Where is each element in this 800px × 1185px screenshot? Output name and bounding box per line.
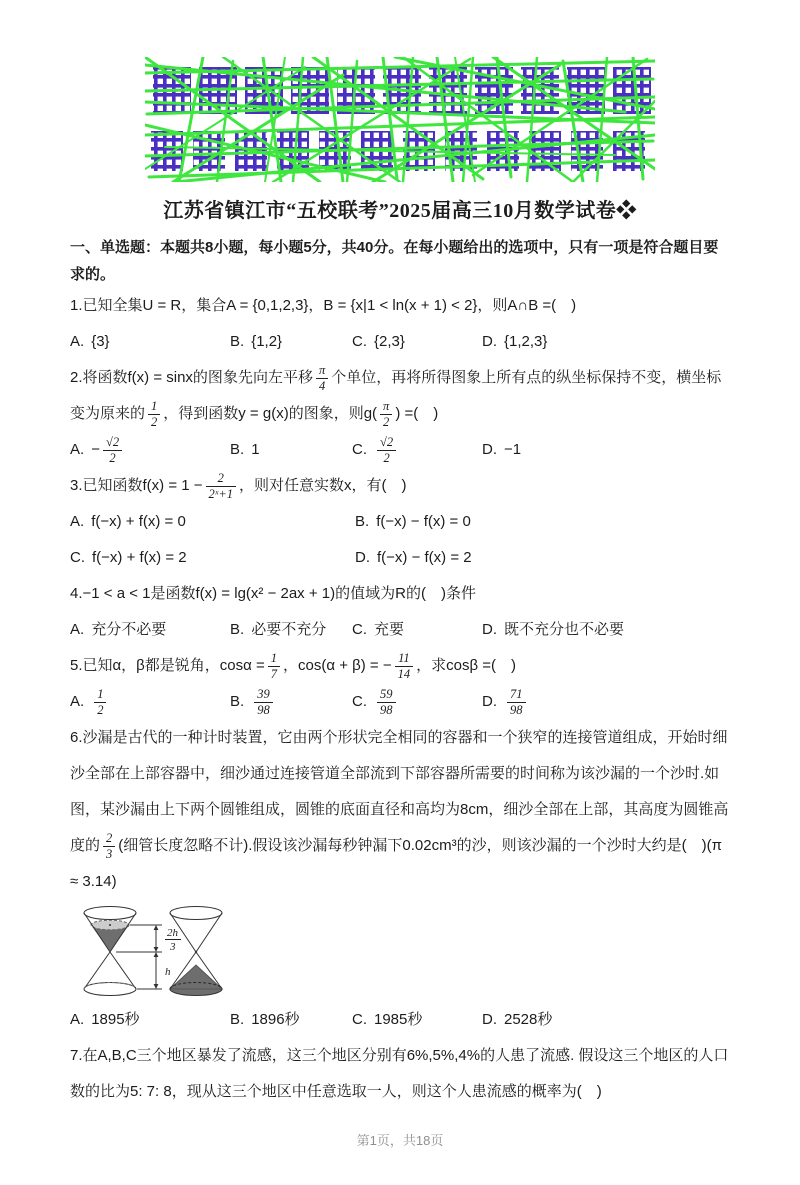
exam-body [0, 234, 800, 1149]
option-d: D. $\frac{71}{98}$ [482, 684, 730, 720]
hourglass-left [84, 907, 136, 996]
question-4-stem: 4.−1 < a < 1是函数f(x) = lg(x² − 2ax + 1)的值域为R的( )条件 [70, 585, 476, 602]
fraction-11-over-14: $\frac{11}{14}$ [395, 651, 414, 682]
section-heading: 一、单选题：本题共8小题，每小题5分，共40分。在每小题给出的选项中，只有一项是符合题目要求的。 [70, 239, 719, 283]
question-1-stem: 1.已知全集U = R，集合A = {0,1,2,3}，B = {x|1 < ln(x + 1) < 2}，则A∩B =( ) [70, 297, 577, 314]
dimension-arrows [116, 925, 162, 989]
question-5-options [70, 684, 730, 720]
option-a: A. f(−x) + f(x) = 0 [70, 513, 186, 530]
hourglass-figure [70, 902, 730, 1002]
question-3-stem: 3.已知函数f(x) = 1 − $\frac{2}{\text{2ˣ+1}}$ ，则对任意实数x，有( ) [70, 470, 407, 501]
option-a: A. {3} [70, 333, 110, 350]
option-d: D. 既不充分也不必要 [482, 621, 625, 638]
option-d: D. f(−x) − f(x) = 2 [355, 549, 472, 566]
fraction-sqrt2-over-2: $\frac{√2}{2}$ [103, 435, 122, 466]
option-b: B. {1,2} [230, 333, 283, 350]
fraction-pi-over-4: $\frac{\pi}{4}$ [316, 363, 328, 394]
svg-text:3: 3 [170, 941, 176, 953]
option-d: D. −1 [482, 441, 522, 458]
fraction-39-over-98: $\frac{39}{98}$ [254, 687, 273, 718]
question-2-options [70, 432, 730, 468]
option-c: C. $\frac{59}{98}$ [352, 684, 482, 720]
fraction-sqrt2-over-2: $\frac{√2}{2}$ [377, 435, 396, 466]
question-7-stem: 7.在A,B,C三个地区暴发了流感，这三个地区分别有6%,5%,4%的人患了流感. 假设这三个地区的人口数的比为5: 7: 8，现从这三个地区中任意选取一人，则这个人患流感的概率为( ) [70, 1047, 729, 1100]
option-c: C. {2,3} [352, 333, 405, 350]
question-1-options [70, 324, 730, 360]
option-b: B. 1896秒 [230, 1011, 300, 1028]
option-b: B. $\frac{39}{98}$ [230, 684, 352, 720]
option-b: B. f(−x) − f(x) = 0 [355, 513, 471, 530]
fraction-59-over-98: $\frac{59}{98}$ [377, 687, 396, 718]
question-2-stem: 2.将函数f(x) = sinx的图象先向左平移 $\frac{\pi}{4}$ 个单位，再将所得图象上所有点的纵坐标保持不变，横坐标变为原来的 $\frac{1}{2}$ ，得到函数y = g(x)的图象，则g( $\frac{\pi}{2}$ ) =( ) [70, 362, 722, 429]
option-c: C. 1985秒 [352, 1011, 423, 1028]
question-6-options [70, 1002, 730, 1038]
question-5-stem: 5.已知α，β都是锐角，cosα = $\frac{1}{7}$ ，cos(α + β) = − $\frac{11}{14}$ ，求cosβ =( ) [70, 650, 516, 681]
question-3-options [70, 504, 730, 576]
question-6-stem: 6.沙漏是古代的一种计时装置，它由两个形状完全相同的容器和一个狭窄的连接管道组成，开始时细沙全部在上部容器中，细沙通过连接管道全部流到下部容器所需要的时间称为该沙漏的一个沙时.如图，某沙漏由上下两个圆锥组成，圆锥的底面直径和高均为8cm，细沙全部在上部，其高度为圆锥高度的 $\frac{2}{3}$ (细管长度忽略不计).假设该沙漏每秒钟漏下0.02cm³的沙，则该沙漏的一个沙时大约是( )(π ≈ 3.14) [70, 729, 729, 890]
option-a: A. − $\frac{√2}{2}$ [70, 432, 230, 468]
option-b: B. 必要不充分 [230, 621, 327, 638]
dimension-labels [165, 927, 181, 978]
svg-text:h: h [165, 966, 171, 978]
fraction-71-over-98: $\frac{71}{98}$ [507, 687, 526, 718]
fraction-2-over-2x-plus-1: $\frac{2}{\text{2ˣ+1}}$ [206, 471, 236, 502]
option-c: C. $\frac{√2}{2}$ [352, 432, 482, 468]
fraction-2-over-3: $\frac{2}{3}$ [103, 831, 115, 862]
fraction-pi-over-2: $\frac{\pi}{2}$ [380, 399, 392, 430]
page-title: 江苏省镇江市“五校联考”2025届高三10月数学试卷❖ [163, 200, 637, 222]
question-4-options [70, 612, 730, 648]
option-d: D. 2528秒 [482, 1011, 553, 1028]
svg-text:2h: 2h [167, 927, 178, 939]
obscured-header-image [145, 57, 655, 182]
option-a: A. 1895秒 [70, 1011, 140, 1028]
fraction-1-over-2: $\frac{1}{2}$ [94, 687, 106, 718]
page-number-footer: 第1页，共18页 [356, 1133, 444, 1148]
fraction-1-over-7: $\frac{1}{7}$ [268, 651, 280, 682]
hourglass-right [170, 907, 222, 996]
fraction-1-over-2: $\frac{1}{2}$ [148, 399, 160, 430]
option-a: A. $\frac{1}{2}$ [70, 684, 230, 720]
option-c: C. 充要 [352, 621, 405, 638]
option-b: B. 1 [230, 441, 260, 458]
option-d: D. {1,2,3} [482, 333, 548, 350]
option-c: C. f(−x) + f(x) = 2 [70, 549, 187, 566]
option-a: A. 充分不必要 [70, 621, 167, 638]
sand-bottom-heap [170, 965, 222, 989]
